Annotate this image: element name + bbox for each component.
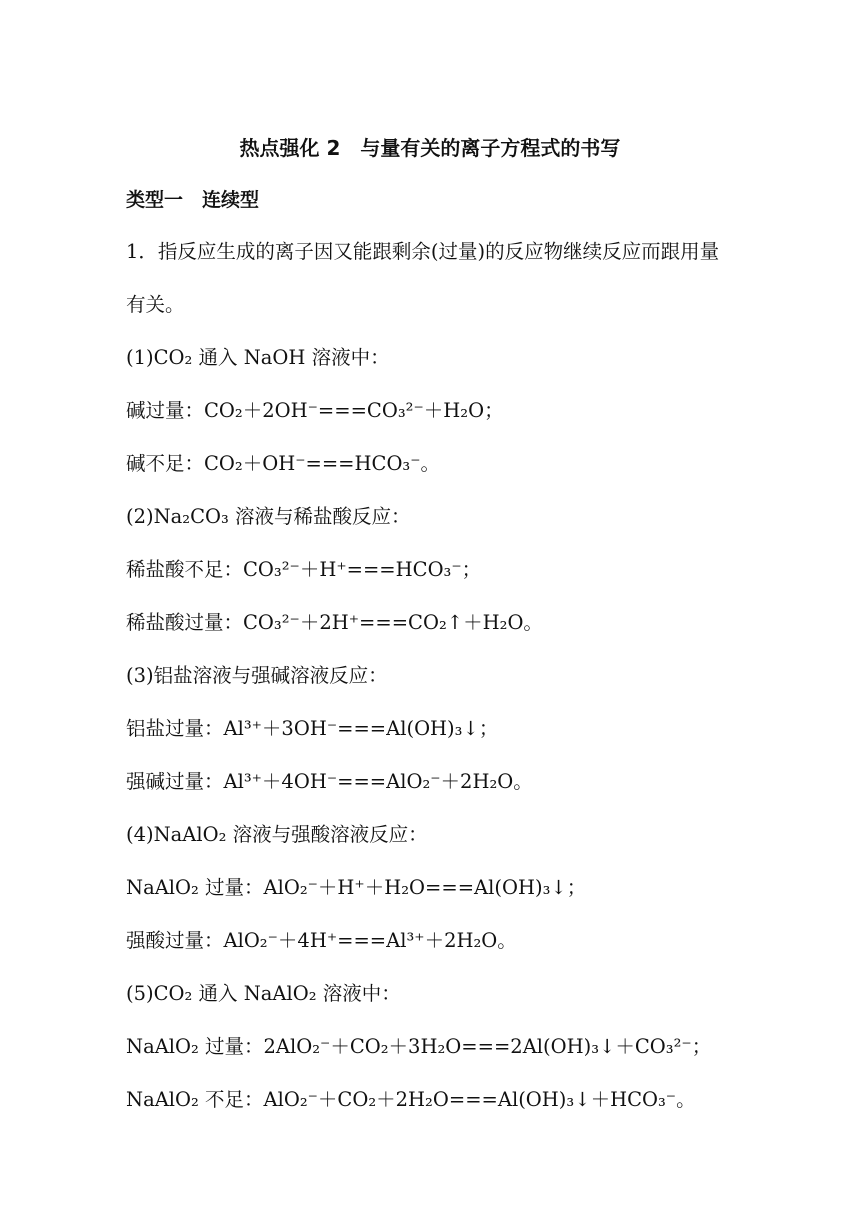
- item-4-heading: (4)NaAlO₂ 溶液与强酸溶液反应：: [126, 823, 428, 846]
- item-2-equation-deficit: 稀盐酸不足：CO₃²⁻＋H⁺===HCO₃⁻；: [126, 558, 482, 581]
- item-3-equation-base-excess: 强碱过量：Al³⁺＋4OH⁻===AlO₂⁻＋2H₂O。: [126, 770, 533, 793]
- item-1-equation-deficit: 碱不足：CO₂＋OH⁻===HCO₃⁻。: [126, 452, 441, 475]
- item-5-heading: (5)CO₂ 通入 NaAlO₂ 溶液中：: [126, 982, 401, 1005]
- item-5-equation-naalo2-deficit: NaAlO₂ 不足：AlO₂⁻＋CO₂＋2H₂O===Al(OH)₃↓＋HCO₃⁻。: [126, 1088, 696, 1111]
- page-title: 热点强化 2 与量有关的离子方程式的书写: [239, 136, 621, 160]
- item-4-equation-acid-excess: 强酸过量：AlO₂⁻＋4H⁺===Al³⁺＋2H₂O。: [126, 929, 517, 952]
- item-1-heading: (1)CO₂ 通入 NaOH 溶液中：: [126, 346, 390, 369]
- item-3-equation-aluminum-excess: 铝盐过量：Al³⁺＋3OH⁻===Al(OH)₃↓；: [126, 717, 499, 740]
- item-1-equation-excess: 碱过量：CO₂＋2OH⁻===CO₃²⁻＋H₂O；: [126, 399, 504, 422]
- section-heading: 类型一 连续型: [126, 189, 260, 211]
- item-5-equation-naalo2-excess: NaAlO₂ 过量：2AlO₂⁻＋CO₂＋3H₂O===2Al(OH)₃↓＋CO₃²⁻；: [126, 1035, 712, 1058]
- item-3-heading: (3)铝盐溶液与强碱溶液反应：: [126, 664, 388, 687]
- item-4-equation-naalo2-excess: NaAlO₂ 过量：AlO₂⁻＋H⁺＋H₂O===Al(OH)₃↓；: [126, 876, 587, 899]
- item-2-equation-excess: 稀盐酸过量：CO₃²⁻＋2H⁺===CO₂↑＋H₂O。: [126, 611, 543, 634]
- intro-paragraph-cont: 有关。: [126, 293, 185, 316]
- item-2-heading: (2)Na₂CO₃ 溶液与稀盐酸反应：: [126, 505, 411, 528]
- intro-paragraph: 1．指反应生成的离子因又能跟剩余(过量)的反应物继续反应而跟用量: [126, 240, 720, 263]
